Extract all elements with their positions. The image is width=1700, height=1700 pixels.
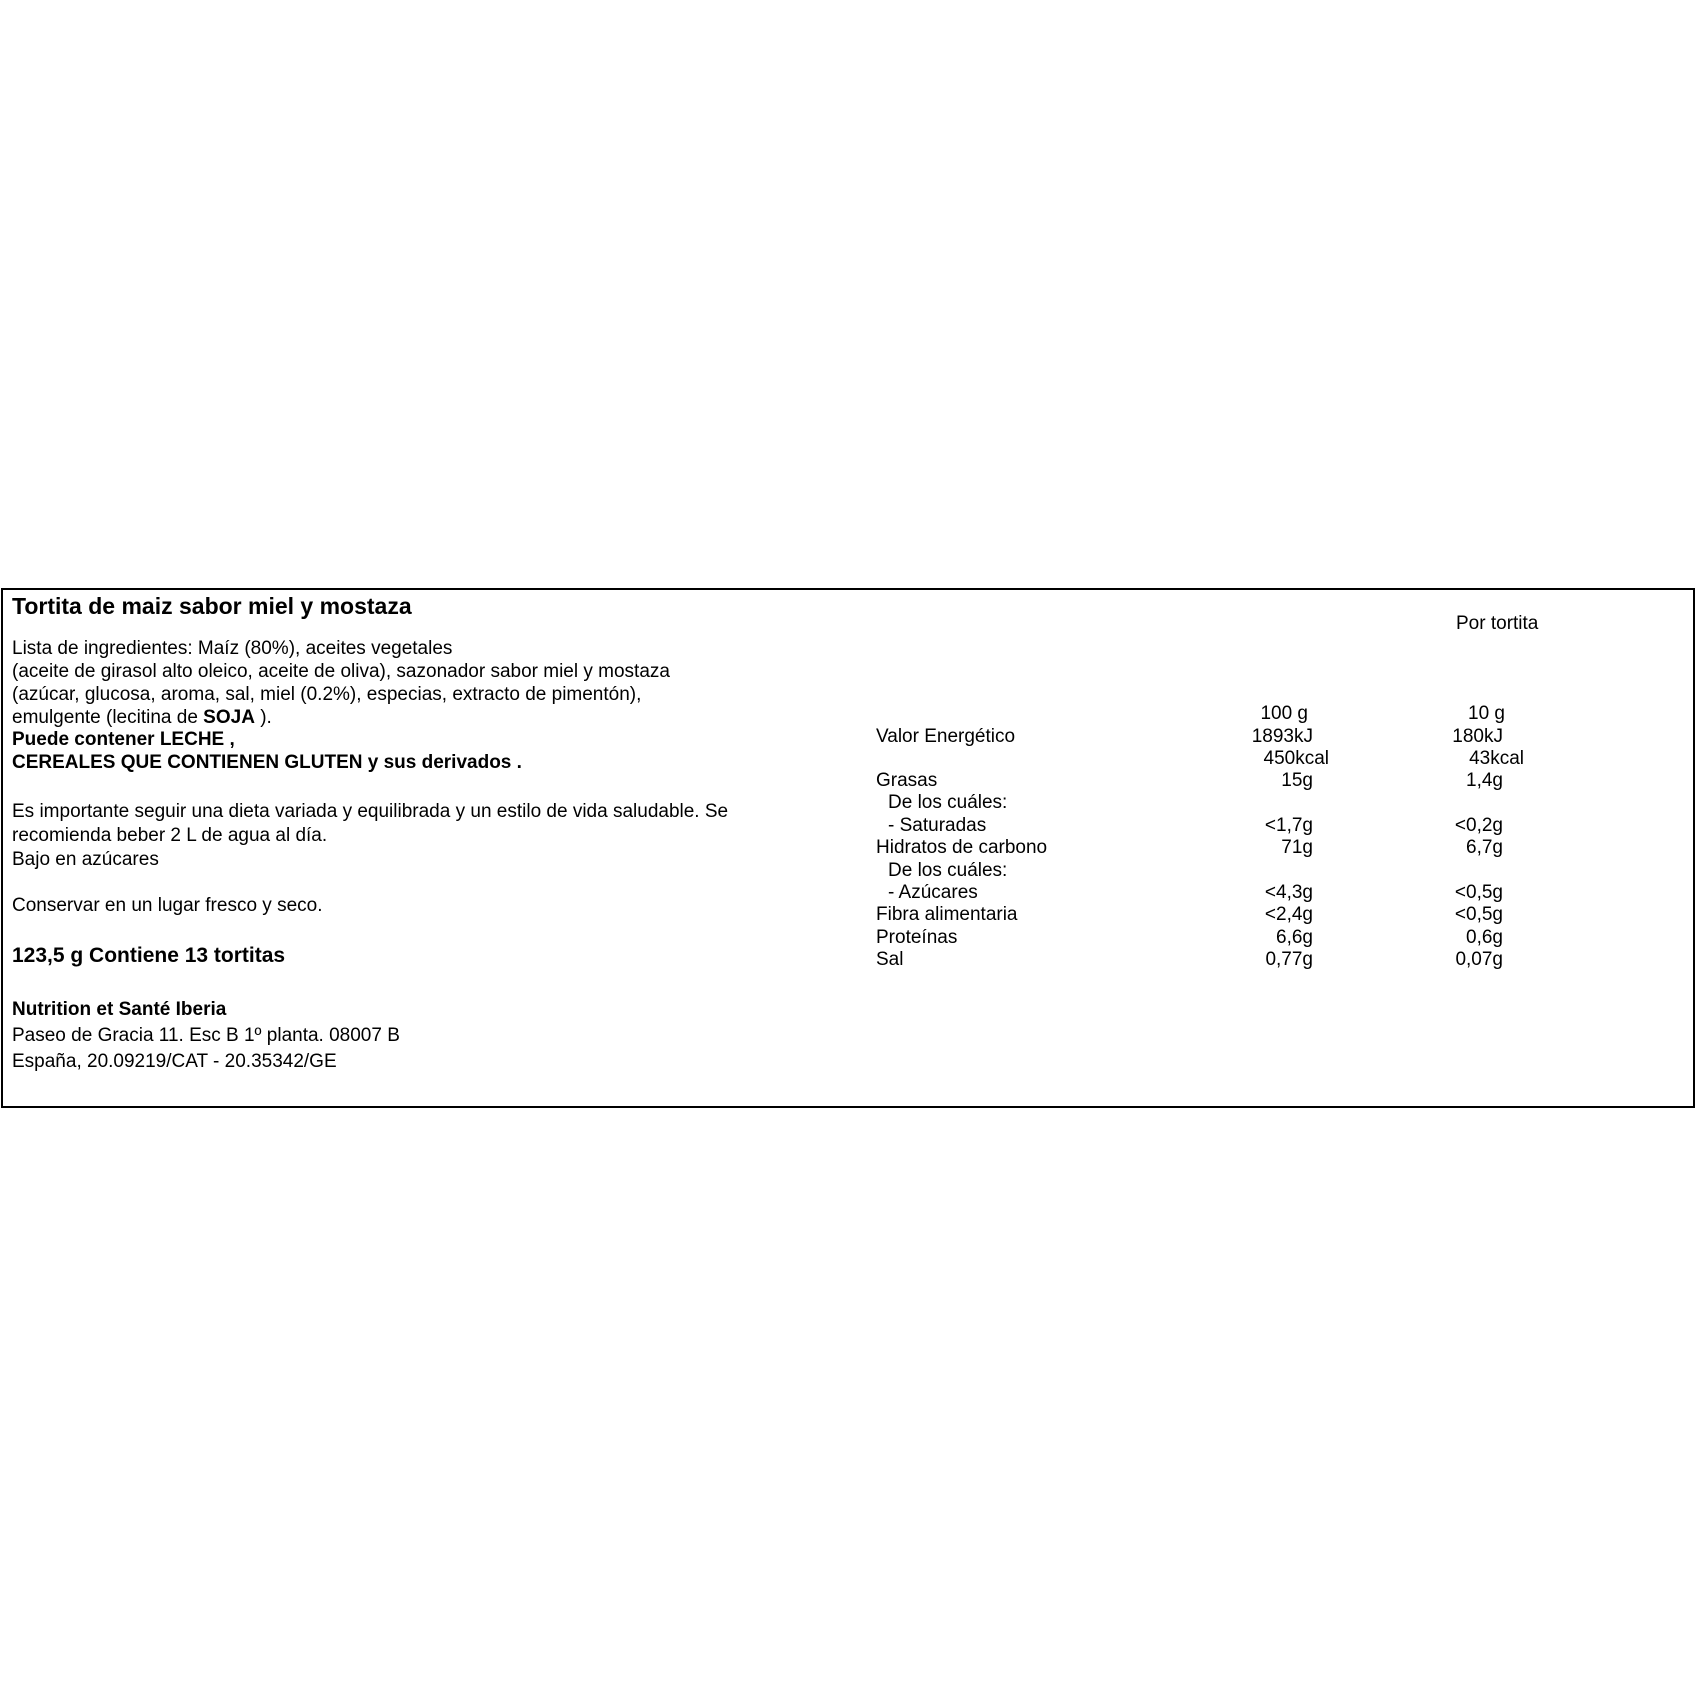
value-100g: <4,3g bbox=[1264, 882, 1313, 903]
nutrient-label: Proteínas bbox=[876, 927, 958, 948]
allergen-soja: SOJA bbox=[203, 707, 255, 728]
nutrient-sublabel: De los cuáles: bbox=[888, 792, 1008, 813]
storage-instructions: Conservar en un lugar fresco y seco. bbox=[12, 895, 323, 916]
nutrient-label: Fibra alimentaria bbox=[876, 904, 1018, 925]
value-unit: 180kJ bbox=[1452, 726, 1503, 747]
value-unit: 1,4g bbox=[1466, 770, 1503, 791]
value-unit: <0,2g bbox=[1454, 815, 1503, 836]
value-unit: 6,7g bbox=[1466, 837, 1503, 858]
allergen-warning-line-2: CEREALES QUE CONTIENEN GLUTEN y sus derivados . bbox=[12, 752, 522, 773]
col-header-100g: 100 g bbox=[1260, 703, 1308, 724]
nutrition-label-panel bbox=[1, 588, 1695, 1108]
value-100g: 6,6g bbox=[1276, 927, 1313, 948]
nutrient-label: Hidratos de carbono bbox=[876, 837, 1048, 858]
company-name: Nutrition et Santé Iberia bbox=[12, 999, 227, 1020]
value-unit: <0,5g bbox=[1454, 904, 1503, 925]
nutrient-label: Sal bbox=[876, 949, 904, 970]
ingredients-line-1: Lista de ingredientes: Maíz (80%), aceites vegetales bbox=[12, 638, 453, 659]
nutrient-label: - Saturadas bbox=[888, 815, 987, 836]
nutrient-sublabel: De los cuáles: bbox=[888, 860, 1008, 881]
nutrient-label: - Azúcares bbox=[888, 882, 978, 903]
advice-line-2: recomienda beber 2 L de agua al día. bbox=[12, 825, 328, 846]
value-unit: 0,6g bbox=[1466, 927, 1503, 948]
value-100g: 1893kJ bbox=[1251, 726, 1313, 747]
company-address-2: España, 20.09219/CAT - 20.35342/GE bbox=[12, 1051, 337, 1072]
col-header-unit: 10 g bbox=[1468, 703, 1505, 724]
value-unit: <0,5g bbox=[1454, 882, 1503, 903]
net-weight: 123,5 g Contiene 13 tortitas bbox=[12, 944, 286, 967]
company-address-1: Paseo de Gracia 11. Esc B 1º planta. 08007 B bbox=[12, 1025, 400, 1046]
per-unit-header: Por tortita bbox=[1456, 613, 1539, 634]
nutrient-label: Grasas bbox=[876, 770, 938, 791]
value-100g: <1,7g bbox=[1264, 815, 1313, 836]
value-100g: 71g bbox=[1281, 837, 1313, 858]
advice-line-1: Es importante seguir una dieta variada y equilibrada y un estilo de vida saludable. Se bbox=[12, 801, 729, 822]
nutrient-label: Valor Energético bbox=[876, 726, 1016, 747]
ingredients-line-2: (aceite de girasol alto oleico, aceite de oliva), sazonador sabor miel y mostaza bbox=[12, 661, 670, 682]
low-sugar-claim: Bajo en azúcares bbox=[12, 849, 159, 870]
value-100g: 450kcal bbox=[1263, 748, 1329, 769]
ingredients-line-3: (azúcar, glucosa, aroma, sal, miel (0.2%), especias, extracto de pimentón), bbox=[12, 684, 642, 705]
allergen-warning-line-1: Puede contener LECHE , bbox=[12, 729, 235, 750]
value-unit: 43kcal bbox=[1469, 748, 1524, 769]
ingredients-line-4 bbox=[12, 707, 272, 729]
ingredients-line-4-pre: emulgente (lecitina de bbox=[12, 707, 204, 728]
value-100g: <2,4g bbox=[1264, 904, 1313, 925]
value-unit: 0,07g bbox=[1455, 949, 1503, 970]
value-100g: 0,77g bbox=[1265, 949, 1313, 970]
value-100g: 15g bbox=[1281, 770, 1313, 791]
ingredients-line-4-post: ). bbox=[254, 707, 272, 728]
product-title: Tortita de maiz sabor miel y mostaza bbox=[12, 593, 412, 619]
